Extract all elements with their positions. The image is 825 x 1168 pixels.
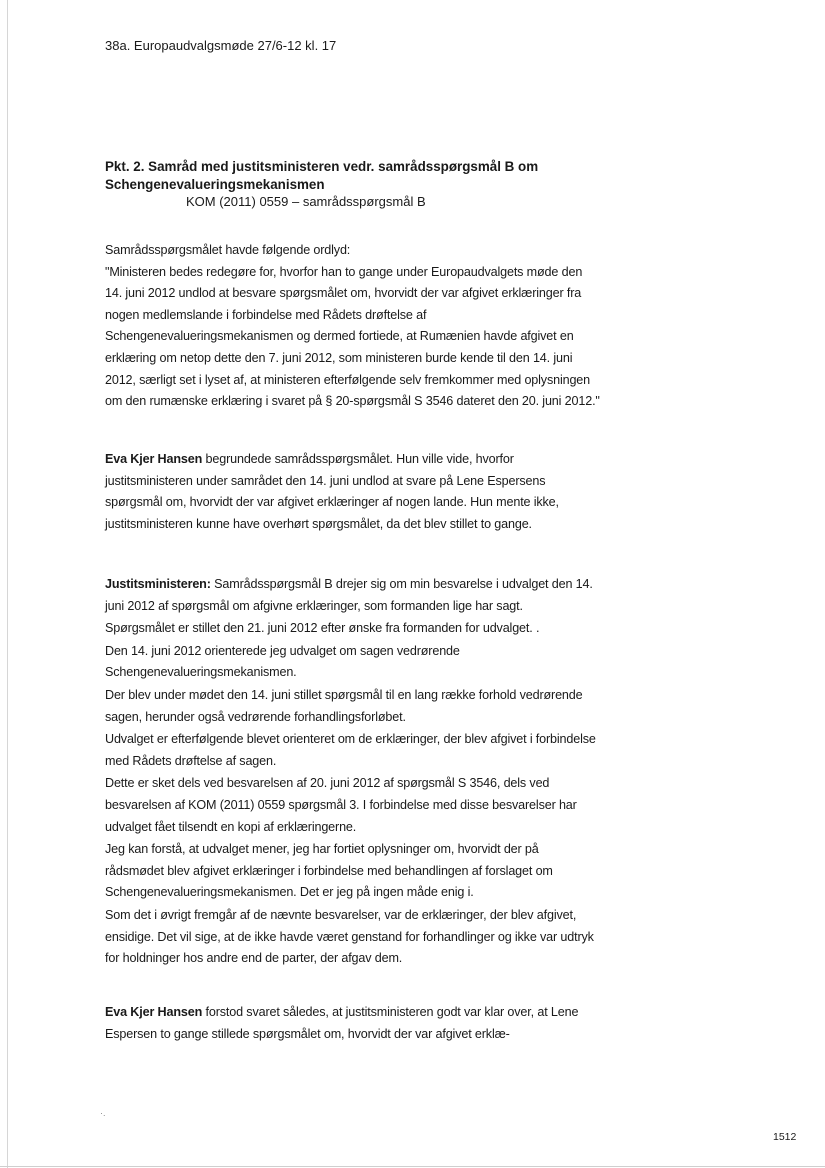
meeting-header: 38a. Europaudvalgsmøde 27/6-12 kl. 17 xyxy=(105,38,337,53)
eva-statement-2 xyxy=(105,1002,600,1045)
statement-paragraph: Dette er sket dels ved besvarelsen af 20. juni 2012 af spørgsmål S 3546, dels ved besvarelsen af KOM (2011) 0559 spørgsmål 3. I forbindelse med disse besvarelser har udvalget fået tilsendt en kopi af erklæringerne. xyxy=(105,776,577,834)
statement-paragraph: Spørgsmålet er stillet den 21. juni 2012 efter ønske fra formanden for udvalget. . xyxy=(105,621,540,636)
agenda-reference: KOM (2011) 0559 – samrådsspørgsmål B xyxy=(186,194,426,209)
scan-edge-bottom xyxy=(0,1166,825,1167)
statement-text: forstod svaret således, at justitsministeren godt var klar over, at Lene Espersen to gange stillede spørgsmålet om, hvorvidt der var afgivet erklæ- xyxy=(105,1005,579,1041)
statement-text: Samrådsspørgsmål B drejer sig om min besvarelse i udvalget den 14. juni 2012 af spørgsmål om afgivne erklæringer, som formanden lige har sagt. xyxy=(105,577,593,613)
question-quote: "Ministeren bedes redegøre for, hvorfor han to gange under Europaudvalgets møde den 14. juni 2012 undlod at besvare spørgsmålet om, hvorvidt der var afgivet erklæringer fra nogen medlemslande i forbindelse med Rådets drøftelse af Schengenevalueringsmekanismen og dermed fortiede, at Rumænien havde afgivet en erklæring om netop dette den 7. juni 2012, som ministeren burde kende til den 14. juni 2012, særligt set i lyset af, at ministeren efterfølgende selv fremkommer med oplysningen om den rumænske erklæring i svaret på § 20-spørgsmål S 3546 dateret den 20. juni 2012." xyxy=(105,264,600,409)
statement-paragraph: Som det i øvrigt fremgår af de nævnte besvarelser, var de erklæringer, der blev afgivet, ensidige. Det vil sige, at de ikke havde været genstand for forhandlinger og ikke var udtryk for holdninger hos andre end de parter, der afgav dem. xyxy=(105,907,594,966)
statement-paragraph: Jeg kan forstå, at udvalget mener, jeg har fortiet oplysninger om, hvorvidt der på rådsmødet blev afgivet erklæringer i forbindelse med behandlingen af forslaget om Schengenevalueringsmekanismen. Det er jeg på ingen måde enig i. xyxy=(105,842,553,900)
minister-statement xyxy=(105,574,600,970)
statement-paragraph: Udvalget er efterfølgende blevet orienteret om de erklæringer, der blev afgivet i forbindelse med Rådets drøftelse af sagen. xyxy=(105,732,596,768)
speaker-name: Eva Kjer Hansen xyxy=(105,1005,203,1019)
intro-section xyxy=(105,240,600,413)
statement-text: begrundede samrådsspørgsmålet. Hun ville vide, hvorfor justitsministeren under samrådet den 14. juni undlod at svare på Lene Espersens spørgsmål om, hvorvidt der var afgivet erklæringer af nogen lande. Hun mente ikke, justitsministeren kunne have overhørt spørgsmålet, da det blev stillet to gange. xyxy=(105,452,559,531)
agenda-heading: Pkt. 2. Samråd med justitsministeren vedr. samrådsspørgsmål B om Schengenevalueringsmekanismen xyxy=(105,159,539,192)
page-number: 1512 xyxy=(773,1131,797,1143)
statement-paragraph: Der blev under mødet den 14. juni stillet spørgsmål til en lang række forhold vedrørende sagen, herunder også vedrørende forhandlingsforløbet. xyxy=(105,687,583,724)
statement-paragraph: Den 14. juni 2012 orienterede jeg udvalget om sagen vedrørende Schengenevalueringsmekanismen. xyxy=(105,643,460,680)
speaker-name: Eva Kjer Hansen xyxy=(105,452,203,466)
scan-edge-left xyxy=(7,0,8,1168)
eva-statement-1 xyxy=(105,449,600,535)
intro-lead: Samrådsspørgsmålet havde følgende ordlyd: xyxy=(105,243,351,257)
speaker-name: Justitsministeren: xyxy=(105,577,211,591)
scan-speck: ·. xyxy=(100,1108,106,1118)
